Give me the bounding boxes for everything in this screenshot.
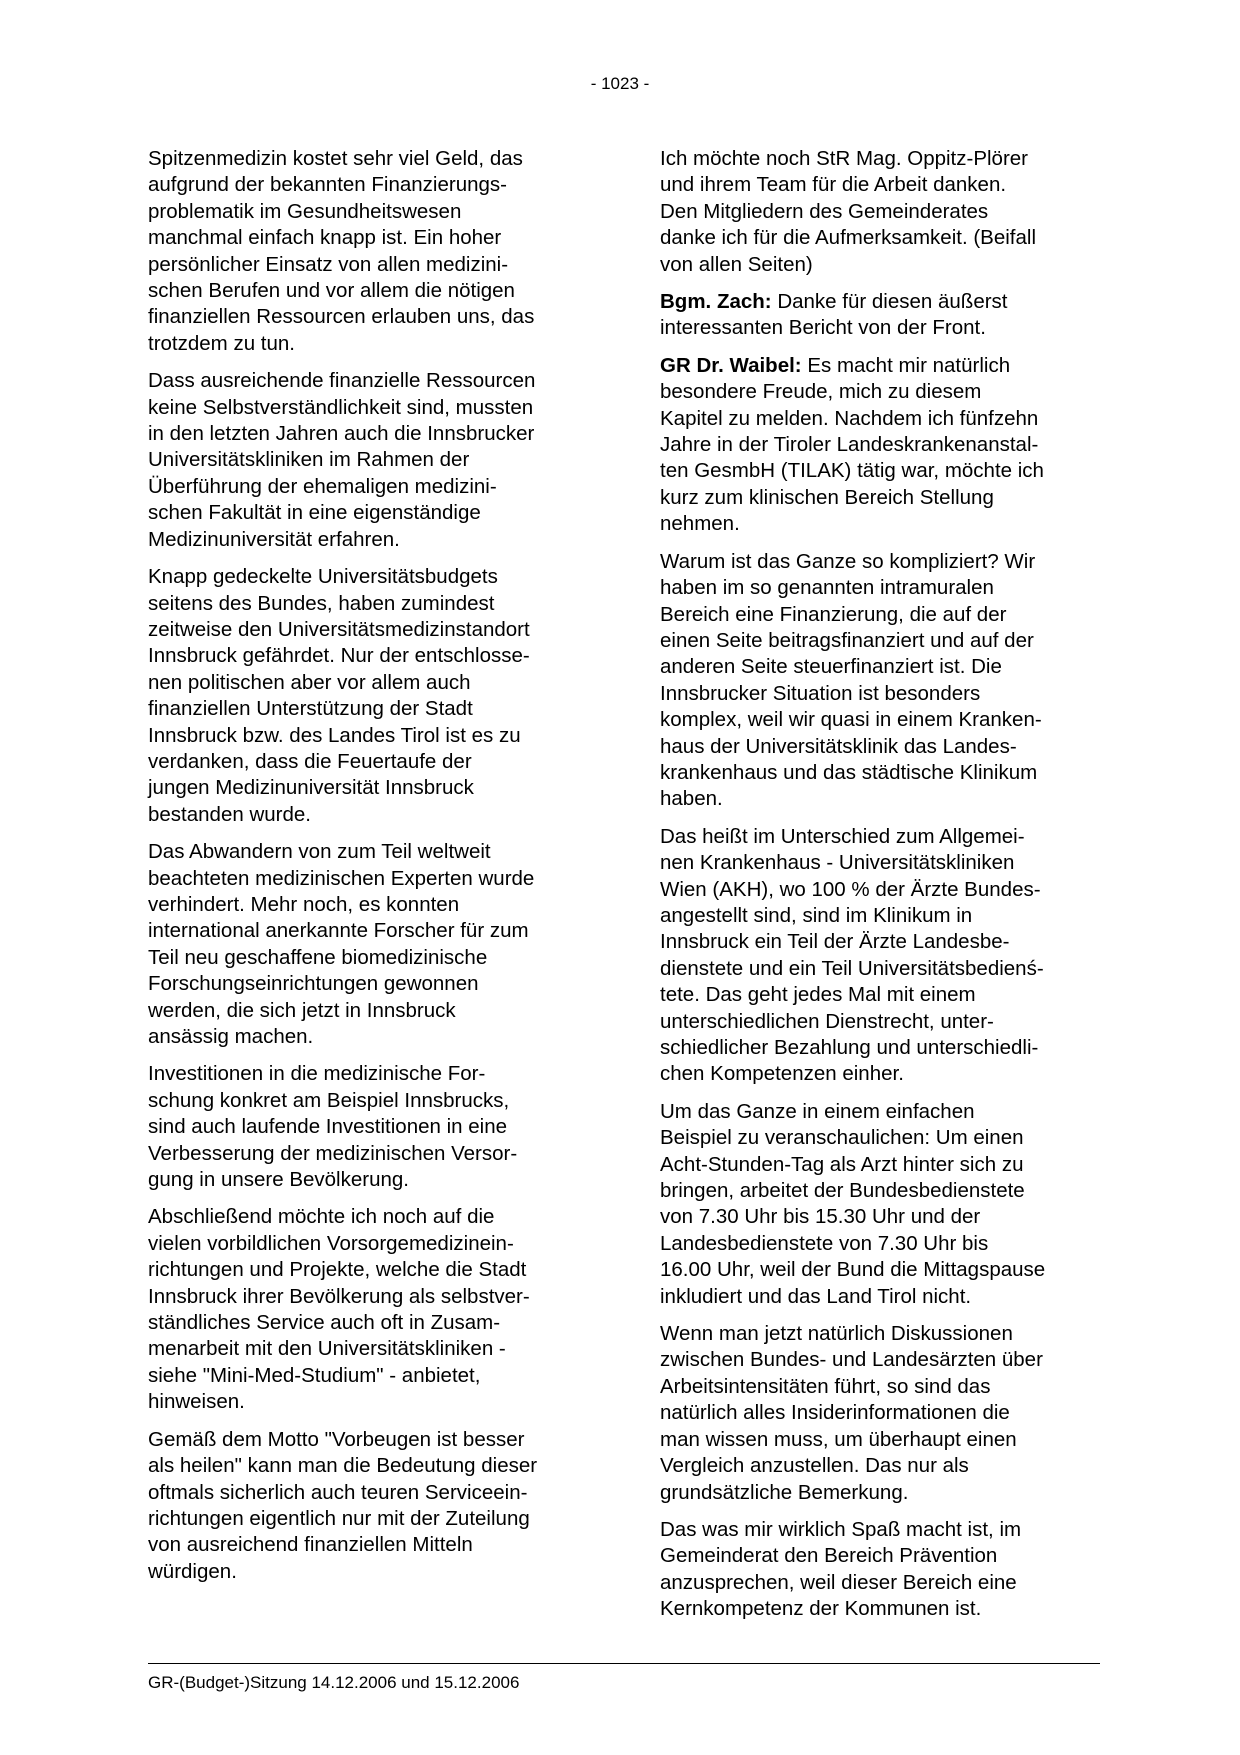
paragraph: Ich möchte noch StR Mag. Oppitz-Plörer und ihrem Team für die Arbeit danken. Den Mitgliedern des Gemeinderates danke ich für die Aufmerksamkeit. (Beifall von allen Seiten) [660,147,1036,276]
paragraph: Abschließend möchte ich noch auf die vielen vorbildlichen Vorsorgemedizinein- richtungen und Projekte, welche die Stadt Innsbruck ihrer Bevölkerung als selbstver- ständliches Service auch oft in Zusam- menarbeit mit den Universitätskliniken - siehe "Mini-Med-Studium" - anbietet, hinweisen. [148,1205,530,1414]
speech-text: Danke für diesen äußerst interessanten Bericht von der Front. [660,290,1008,340]
paragraph: Investitionen in die medizinische For- schung konkret am Beispiel Innsbrucks, sind auch laufende Investitionen in eine Verbesserung der medizinischen Versor- gung in unsere Bevölkerung. [148,1062,518,1192]
paragraph: Das heißt im Unterschied zum Allgemei- nen Krankenhaus - Universitätskliniken Wien (AKH), wo 100 % der Ärzte Bundes- angestellt sind, sind im Klinikum in Innsbruck ein Teil der Ärzte Landesbe- dienstete und ein Teil Universitätsbedienś- tete. Das geht jedes Mal mit einem unterschiedlichen Dienstrecht, unter- schiedlicher Bezahlung und unterschiedli- chen Kompetenzen einher. [660,824,1044,1086]
speech-paragraph [660,289,1110,342]
speaker-name: GR Dr. Waibel: [660,353,802,377]
speech-paragraph [660,353,1110,538]
page-number: - 1023 - [590,74,650,93]
paragraph: Das was mir wirklich Spaß macht ist, im Gemeinderat den Bereich Prävention anzusprechen, weil dieser Bereich eine Kernkompetenz der Kommunen ist. [660,1517,1022,1621]
footer-text: GR-(Budget-)Sitzung 14.12.2006 und 15.12.2006 [148,1673,520,1692]
paragraph: Das Abwandern von zum Teil weltweit beachteten medizinischen Experten wurde verhindert. Mehr noch, es konnten international anerkannte Forscher für zum Teil neu geschaffene biomedizinische Forschungseinrichtungen gewonnen werden, die sich jetzt in Innsbruck ansässig machen. [148,840,535,1048]
footer-divider [148,1663,1100,1664]
paragraph: Um das Ganze in einem einfachen Beispiel zu veranschaulichen: Um einen Acht-Stunden-Tag als Arzt hinter sich zu bringen, arbeitet der Bundesbedienstete von 7.30 Uhr bis 15.30 Uhr und der Landesbedienstete von 7.30 Uhr bis 16.00 Uhr, weil der Bund die Mittagspause inkludiert und das Land Tirol nicht. [660,1099,1046,1308]
speaker-name: Bgm. Zach: [660,290,772,314]
speech-text: Es macht mir natürlich besondere Freude, mich zu diesem Kapitel zu melden. Nachdem ich fünfzehn Jahre in der Tiroler Landeskrankenanstal- ten GesmbH (TILAK) tätig war, möchte ich kurz zum klinischen Bereich Stellung nehmen. [660,353,1044,536]
paragraph: Dass ausreichende finanzielle Ressourcen keine Selbstverständlichkeit sind, mussten in den letzten Jahren auch die Innsbrucker Universitätskliniken im Rahmen der Überführung der ehemaligen medizini- schen Fakultät in eine eigenständige Medizinuniversität erfahren. [148,369,536,551]
paragraph: Spitzenmedizin kostet sehr viel Geld, das aufgrund der bekannten Finanzierungs- problematik im Gesundheitswesen manchmal einfach knapp ist. Ein hoher persönlicher Einsatz von allen medizini- schen Berufen und vor allem die nötigen finanziellen Ressourcen erlauben uns, das trotzdem zu tun. [148,147,535,355]
paragraph: Warum ist das Ganze so kompliziert? Wir haben im so genannten intramuralen Bereich eine Finanzierung, die auf der einen Seite beitragsfinanziert und auf der anderen Seite steuerfinanziert ist. Die Innsbrucker Situation ist besonders komplex, weil wir quasi in einem Kranken- haus der Universitätsklinik das Landes- krankenhaus und das städtische Klinikum haben. [660,549,1042,811]
paragraph: Wenn man jetzt natürlich Diskussionen zwischen Bundes- und Landesärzten über Arbeitsintensitäten führt, so sind das natürlich alles Insiderinformationen die man wissen muss, um überhaupt einen Vergleich anzustellen. Das nur als grundsätzliche Bemerkung. [660,1322,1043,1504]
paragraph: Gemäß dem Motto "Vorbeugen ist besser als heilen" kann man die Bedeutung dieser oftmals sicherlich auch teuren Serviceein- richtungen eigentlich nur mit der Zuteilung von ausreichend finanziellen Mitteln würdigen. [148,1427,538,1583]
right-column [660,146,1110,1634]
left-column [148,146,598,1596]
paragraph: Knapp gedeckelte Universitätsbudgets seitens des Bundes, haben zumindest zeitweise den Universitätsmedizinstandort Innsbruck gefährdet. Nur der entschlosse- nen politischen aber vor allem auch finanziellen Unterstützung der Stadt Innsbruck bzw. des Landes Tirol ist es zu verdanken, dass die Feuertaufe der jungen Medizinuniversität Innsbruck bestanden wurde. [148,565,530,826]
